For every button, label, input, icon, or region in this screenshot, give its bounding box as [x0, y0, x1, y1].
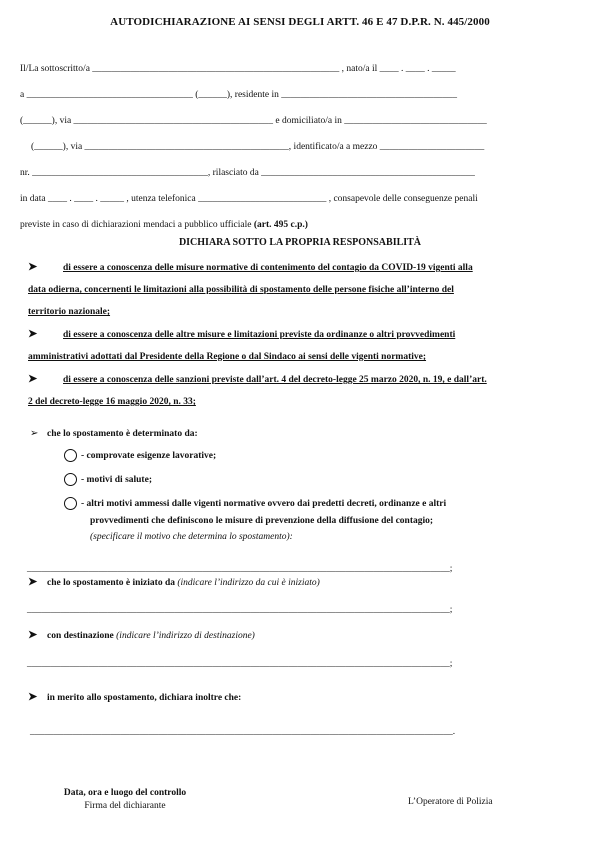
bullet-1-line-1: di essere a conoscenza delle misure normative di contenimento del contagio da COVID-19 vigenti alla [63, 263, 473, 273]
origin-label: che lo spostamento è iniziato da [47, 578, 175, 588]
field-line-birthplace-residence[interactable]: a ___________________________________ (______), residente in _____________________________________ [20, 90, 457, 100]
arrow-right-icon: ➤ [28, 576, 38, 588]
signature-left [40, 787, 210, 813]
destination-label: con destinazione [47, 631, 114, 641]
reason-input-line[interactable]: _________________________________________________________________________________________; [27, 564, 453, 574]
field-line-document-number[interactable]: nr. _____________________________________, rilasciato da _____________________________________________ [20, 168, 475, 178]
control-date-label: Data, ora e luogo del controllo [63, 788, 187, 798]
option-other-line-1[interactable]: - altri motivi ammessi dalle vigenti normative ovvero dai predetti decreti, ordinanze e altri [81, 499, 447, 509]
bullet-1-line-3: territorio nazionale; [28, 307, 111, 317]
declaration-heading: DICHIARA SOTTO LA PROPRIA RESPONSABILITÀ [178, 237, 422, 248]
field-line-street-domicile[interactable]: (______), via __________________________________________ e domiciliato/a in ______________________________ [20, 116, 487, 126]
option-other-hint: (specificare il motivo che determina lo spostamento): [90, 532, 293, 542]
declarant-signature-label: Firma del dichiarante [84, 801, 166, 811]
option-health[interactable]: - motivi di salute; [81, 475, 152, 485]
penal-notice-text: previste in caso di dichiarazioni mendaci a pubblico ufficiale [20, 220, 252, 230]
reason-label: che lo spostamento è determinato da: [47, 429, 198, 439]
penal-notice [20, 220, 308, 230]
bullet-3-line-2: 2 del decreto-legge 16 maggio 2020, n. 33; [28, 397, 196, 407]
destination-input-line[interactable]: _________________________________________________________________________________________; [27, 659, 453, 669]
field-line-date-phone[interactable]: in data ____ . ____ . _____ , utenza telefonica ___________________________ , consapevole delle conseguenze penali [20, 194, 478, 204]
arrow-right-icon: ➤ [28, 373, 38, 385]
form-title: AUTODICHIARAZIONE AI SENSI DEGLI ARTT. 46 E 47 D.P.R. N. 445/2000 [110, 16, 490, 28]
arrow-right-icon: ➤ [28, 691, 38, 703]
radio-circle-icon[interactable] [64, 473, 77, 486]
origin-label-group [47, 578, 320, 588]
option-work[interactable]: - comprovate esigenze lavorative; [81, 451, 217, 461]
origin-input-line[interactable]: _________________________________________________________________________________________; [27, 605, 453, 615]
option-other-line-2: provvedimenti che definiscono le misure di prevenzione della diffusione del contagio; [90, 516, 434, 526]
field-line-name-birth[interactable]: Il/La sottoscritto/a ____________________________________________________ , nato/a il ____ . ____ . _____ [20, 64, 456, 74]
police-officer-label: L’Operatore di Polizia [408, 797, 493, 807]
radio-circle-icon[interactable] [64, 449, 77, 462]
origin-hint: (indicare l’indirizzo da cui è iniziato) [177, 578, 320, 588]
bullet-2-line-1: di essere a conoscenza delle altre misure e limitazioni previste da ordinanze o altri provvedimenti [63, 330, 456, 340]
arrow-right-icon: ➤ [28, 629, 38, 641]
bullet-2-line-2: amministrativi adottati dal Presidente della Regione o dal Sindaco ai sensi delle vigenti normative; [28, 352, 427, 362]
destination-label-group [47, 631, 255, 641]
radio-circle-icon[interactable] [64, 497, 77, 510]
bullet-1-line-2: data odierna, concernenti le limitazioni alla possibilità di spostamento delle persone fisiche all’interno del [28, 285, 454, 295]
arrow-right-icon: ➤ [28, 328, 38, 340]
field-line-street-identification[interactable]: (______), via ___________________________________________, identificato/a a mezzo ______________________ [31, 142, 485, 152]
further-label: in merito allo spostamento, dichiara inoltre che: [47, 693, 242, 703]
further-input-line[interactable]: _________________________________________________________________________________________. [30, 727, 456, 737]
penal-notice-ref: (art. 495 c.p.) [253, 220, 308, 230]
arrow-right-icon: ➢ [30, 428, 39, 439]
bullet-3-line-1: di essere a conoscenza delle sanzioni previste dall’art. 4 del decreto-legge 25 marzo 2020, n. 19, e dall’art. [63, 375, 487, 385]
destination-hint: (indicare l’indirizzo di destinazione) [116, 631, 255, 641]
arrow-right-icon: ➤ [28, 261, 38, 273]
